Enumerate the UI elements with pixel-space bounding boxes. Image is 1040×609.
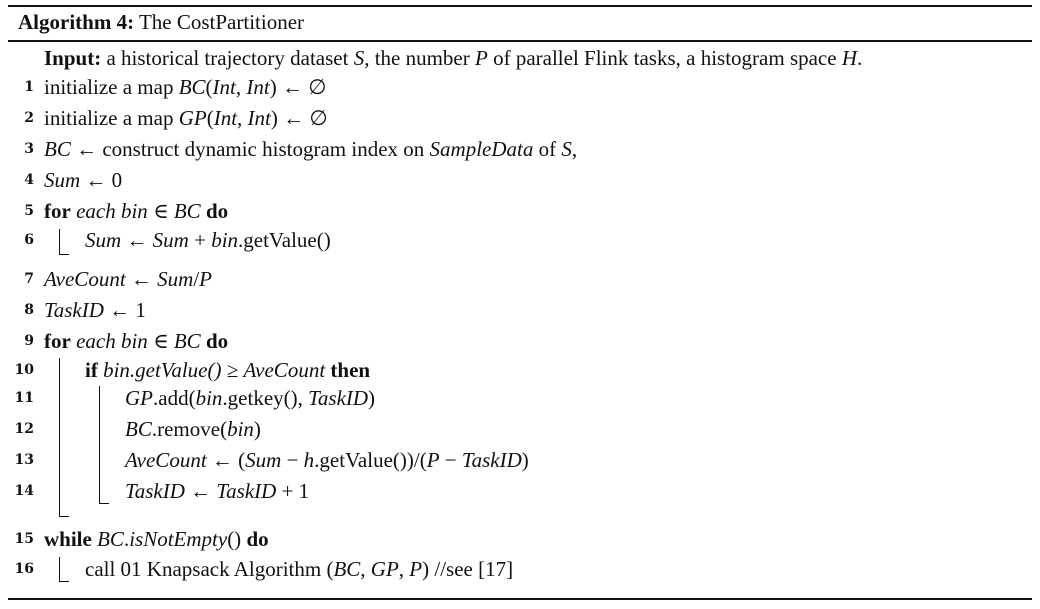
- algo-line-4: [0, 166, 1040, 194]
- algo-line-3: [0, 135, 1040, 163]
- line-number: 6: [24, 232, 34, 248]
- block-end-for-2: [59, 516, 69, 517]
- block-bar-for-1: [59, 229, 60, 254]
- line-number: 12: [14, 421, 34, 437]
- line-text: Sum ← 0: [44, 168, 123, 192]
- algorithm-label: Algorithm 4:: [18, 10, 135, 34]
- algo-line-6: [0, 226, 1040, 254]
- algorithm-caption: [18, 8, 304, 36]
- line-text: call 01 Knapsack Algorithm (BC, GP, P) //see [17]: [85, 557, 514, 581]
- line-text: AveCount ← Sum/P: [44, 267, 212, 291]
- block-bar-while: [59, 557, 60, 581]
- line-number: 9: [24, 333, 34, 349]
- line-number: 13: [14, 452, 34, 468]
- line-number: 5: [24, 203, 34, 219]
- line-number: 11: [14, 390, 34, 406]
- input-line: [0, 44, 1040, 72]
- algo-line-10: [0, 356, 1040, 384]
- algo-line-15: [0, 525, 1040, 553]
- line-number: 1: [24, 79, 34, 95]
- line-text: while BC.isNotEmpty() do: [44, 527, 269, 551]
- line-number: 10: [14, 362, 34, 378]
- line-text: BC.remove(bin): [125, 417, 261, 441]
- block-end-for-1: [59, 254, 69, 255]
- algo-line-14: [0, 477, 1040, 505]
- line-text: initialize a map BC(Int, Int) ← ∅: [44, 75, 327, 99]
- block-bar-if: [99, 386, 100, 503]
- line-number: 8: [24, 302, 34, 318]
- algo-line-12: [0, 415, 1040, 443]
- algo-line-9: [0, 327, 1040, 355]
- line-number: 15: [14, 531, 34, 547]
- line-text: for each bin ∈ BC do: [44, 329, 229, 353]
- algo-line-1: [0, 73, 1040, 101]
- line-text: Sum ← Sum + bin.getValue(): [85, 228, 331, 252]
- algo-line-5: [0, 197, 1040, 225]
- block-bar-for-2: [59, 358, 60, 516]
- top-rule: [8, 5, 1032, 7]
- algo-line-2: [0, 104, 1040, 132]
- block-end-if: [99, 503, 109, 504]
- algo-line-16: [0, 555, 1040, 583]
- line-text: GP.add(bin.getkey(), TaskID): [125, 386, 376, 410]
- line-text: TaskID ← TaskID + 1: [125, 479, 310, 503]
- line-text: for each bin ∈ BC do: [44, 199, 229, 223]
- line-text: if bin.getValue() ≥ AveCount then: [85, 358, 371, 382]
- block-end-while: [59, 581, 69, 582]
- line-number: 14: [14, 483, 34, 499]
- caption-rule: [8, 40, 1032, 42]
- line-text: initialize a map GP(Int, Int) ← ∅: [44, 106, 328, 130]
- line-number: 16: [14, 561, 34, 577]
- line-number: 7: [24, 271, 34, 287]
- bottom-rule: [8, 598, 1032, 600]
- line-text: TaskID ← 1: [44, 298, 146, 322]
- line-number: 2: [24, 110, 34, 126]
- line-text: AveCount ← (Sum − h.getValue())/(P − TaskID): [125, 448, 529, 472]
- input-text: Input: a historical trajectory dataset S, the number P of parallel Flink tasks, a histogram space H.: [44, 46, 863, 70]
- algo-line-11: [0, 384, 1040, 412]
- line-number: 4: [24, 172, 34, 188]
- line-text: BC ← construct dynamic histogram index on SampleData of S,: [44, 137, 578, 161]
- algo-line-7: [0, 265, 1040, 293]
- line-number: 3: [24, 141, 34, 157]
- algo-line-8: [0, 296, 1040, 324]
- algorithm-title: The CostPartitioner: [138, 10, 305, 34]
- algo-line-13: [0, 446, 1040, 474]
